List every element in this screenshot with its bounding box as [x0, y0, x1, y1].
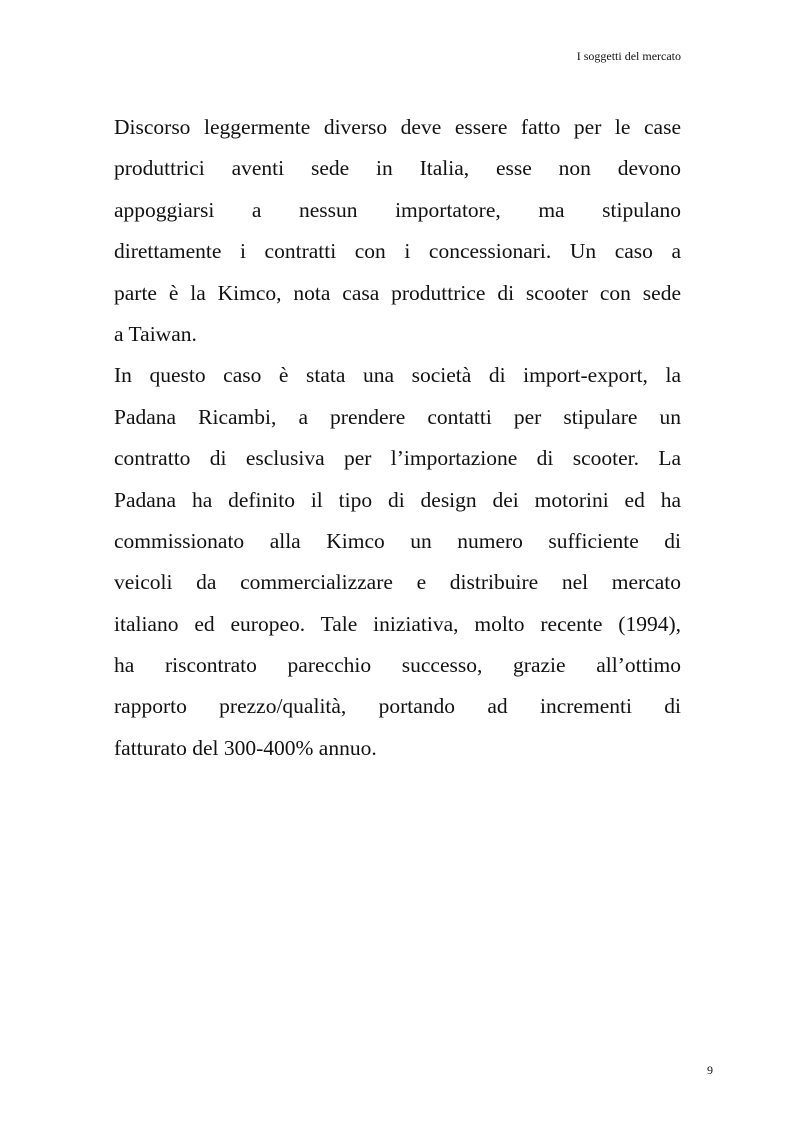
text-line: appoggiarsi a nessun importatore, ma stipulano [114, 197, 681, 222]
text-line: a Taiwan. [114, 321, 197, 346]
text-line: parte è la Kimco, nota casa produttrice di scooter con sede [114, 280, 681, 305]
text-line: In questo caso è stata una società di import-export, la [114, 363, 681, 388]
text-line: italiano ed europeo. Tale iniziativa, molto recente (1994), [114, 611, 681, 636]
text-line: contratto di esclusiva per l’importazione di scooter. La [114, 446, 681, 471]
running-header: I soggetti del mercato [576, 49, 681, 63]
text-line: Padana ha definito il tipo di design dei motorini ed ha [114, 487, 681, 512]
text-line: Padana Ricambi, a prendere contatti per stipulare un [114, 404, 681, 429]
paragraph-1 [114, 107, 681, 355]
paragraph-2 [114, 355, 681, 769]
text-line: veicoli da commercializzare e distribuire nel mercato [114, 570, 681, 595]
text-line: commissionato alla Kimco un numero sufficiente di [114, 528, 681, 553]
text-line: ha riscontrato parecchio successo, grazie all’ottimo [114, 653, 681, 678]
page-number: 9 [707, 1063, 713, 1077]
text-line: direttamente i contratti con i concessionari. Un caso a [114, 239, 681, 264]
text-line: fatturato del 300-400% annuo. [114, 735, 377, 760]
text-line: rapporto prezzo/qualità, portando ad incrementi di [114, 694, 681, 719]
text-line: Discorso leggermente diverso deve essere fatto per le case [114, 115, 681, 139]
body-text [114, 107, 681, 769]
text-line: produttrici aventi sede in Italia, esse non devono [114, 156, 681, 181]
